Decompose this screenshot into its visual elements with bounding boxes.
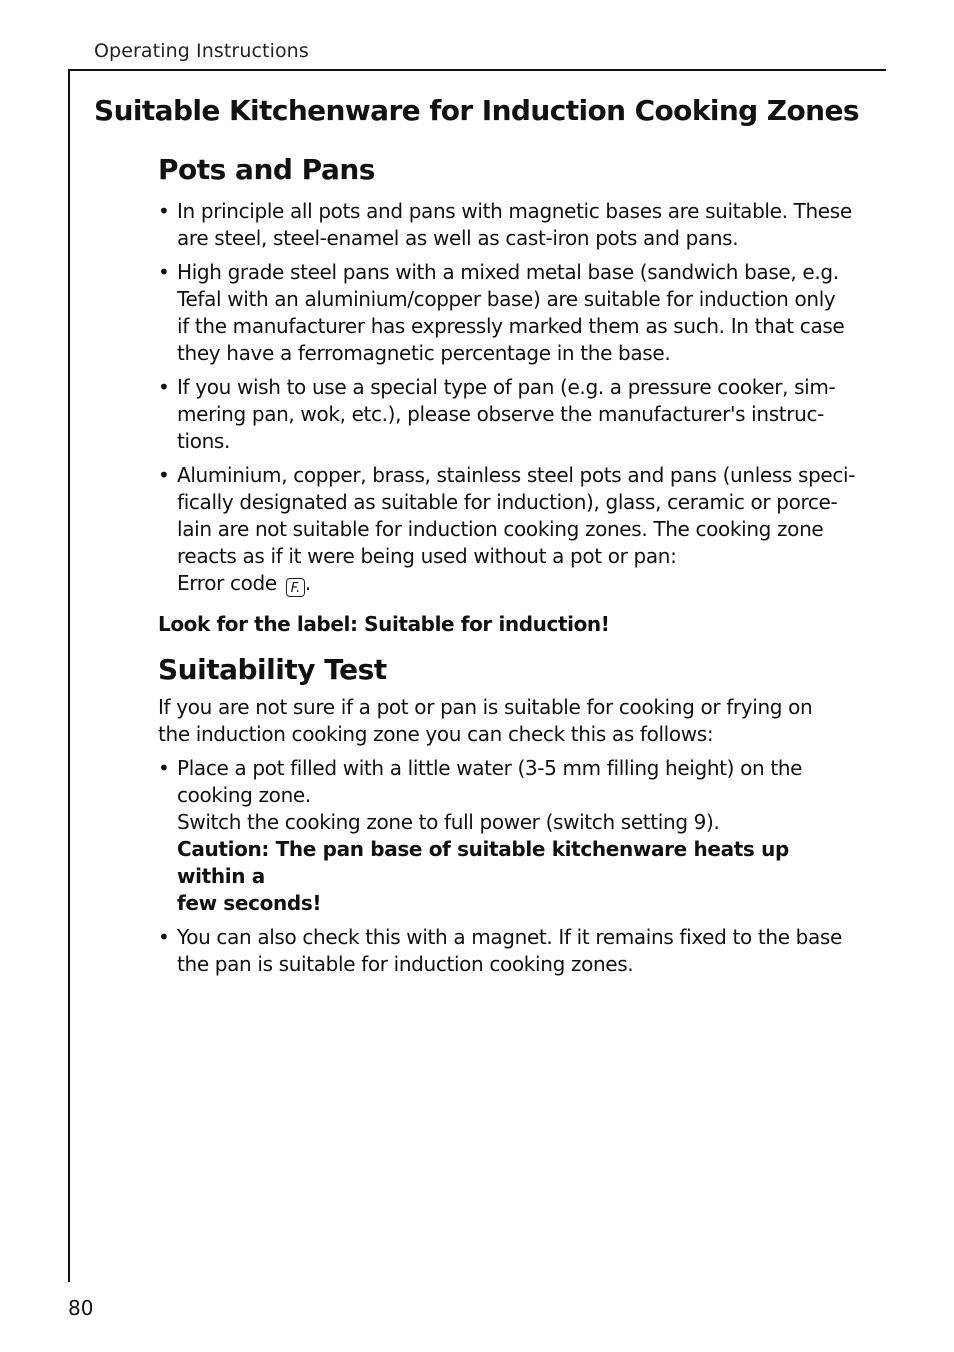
error-code-line: [177, 570, 858, 597]
bullet: •: [158, 260, 170, 284]
text-line: if the manufacturer has expressly marked them as such. In that case: [177, 314, 845, 338]
bullet: •: [158, 463, 170, 487]
running-header: Operating Instructions: [94, 40, 309, 62]
section-heading-suitability-test: Suitability Test: [158, 653, 387, 686]
text-line: In principle all pots and pans with magnetic bases are suitable. These: [177, 199, 852, 223]
bullet: •: [158, 375, 170, 399]
text-line: Aluminium, copper, brass, stainless steel pots and pans (unless speci-: [177, 463, 856, 487]
bullet: •: [158, 925, 170, 949]
bullet: •: [158, 199, 170, 223]
text-line: mering pan, wok, etc.), please observe the manufacturer's instruc-: [177, 402, 824, 426]
caution-line: few seconds!: [177, 891, 322, 915]
section-heading-pots-and-pans: Pots and Pans: [158, 153, 375, 186]
suitability-intro: [158, 694, 858, 748]
page-content: [158, 150, 858, 985]
list-item: [158, 462, 858, 597]
text-line: Switch the cooking zone to full power (switch setting 9).: [177, 810, 720, 834]
text-line: You can also check this with a magnet. If it remains fixed to the base: [177, 925, 842, 949]
text-line: are steel, steel-enamel as well as cast-iron pots and pans.: [177, 226, 739, 250]
caution-line: Caution: The pan base of suitable kitchenware heats up within a: [177, 837, 789, 888]
text-line: tions.: [177, 429, 230, 453]
text-line: Tefal with an aluminium/copper base) are suitable for induction only: [177, 287, 836, 311]
induction-label-note: Look for the label: Suitable for induction!: [158, 612, 610, 636]
margin-rule: [68, 69, 70, 1282]
bullet: •: [158, 756, 170, 780]
list-item: [158, 924, 858, 978]
list-item: [158, 198, 858, 252]
text-line: High grade steel pans with a mixed metal base (sandwich base, e.g.: [177, 260, 839, 284]
pots-and-pans-list: [158, 198, 858, 597]
text-line: lain are not suitable for induction cooking zones. The cooking zone: [177, 517, 824, 541]
error-code-label: Error code: [177, 571, 277, 595]
page-title: Suitable Kitchenware for Induction Cooking Zones: [94, 94, 859, 127]
text-line: reacts as if it were being used without a pot or pan:: [177, 544, 677, 568]
error-code-period: .: [304, 571, 311, 595]
page-number: 80: [68, 1296, 94, 1320]
list-item: [158, 755, 858, 917]
text-line: the induction cooking zone you can check this as follows:: [158, 722, 714, 746]
suitability-test-list: [158, 755, 858, 978]
text-line: If you are not sure if a pot or pan is suitable for cooking or frying on: [158, 695, 813, 719]
error-code-display-icon: F.: [286, 578, 305, 597]
header-rule: [68, 69, 886, 71]
text-line: cooking zone.: [177, 783, 311, 807]
text-line: If you wish to use a special type of pan (e.g. a pressure cooker, sim-: [177, 375, 836, 399]
list-item: [158, 259, 858, 367]
text-line: the pan is suitable for induction cooking zones.: [177, 952, 634, 976]
text-line: they have a ferromagnetic percentage in the base.: [177, 341, 671, 365]
text-line: fically designated as suitable for induction), glass, ceramic or porce-: [177, 490, 838, 514]
list-item: [158, 374, 858, 455]
text-line: Place a pot filled with a little water (3-5 mm filling height) on the: [177, 756, 803, 780]
